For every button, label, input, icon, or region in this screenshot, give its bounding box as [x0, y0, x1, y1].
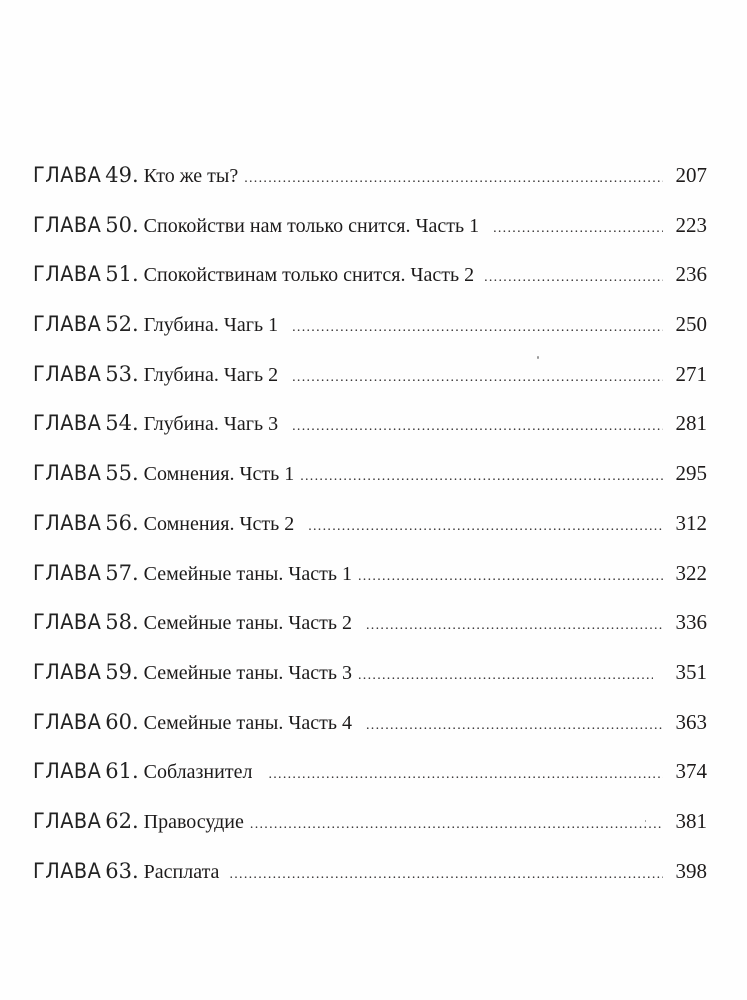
page-number: 398 [675, 858, 707, 883]
dot-leader [358, 569, 663, 585]
toc-entry [33, 809, 707, 859]
toc-entry [33, 759, 707, 809]
chapter-title: Семейные таны. Часть 4 [143, 711, 352, 734]
chapter-label: ГЛАВА [33, 312, 102, 337]
dot-leader [292, 370, 663, 386]
chapter-number: 54. [105, 411, 139, 436]
chapter-label: ГЛАВА [33, 759, 102, 784]
chapter-label: ГЛАВА [33, 560, 102, 585]
chapter-label: ГЛАВА [33, 411, 102, 436]
toc-entry [33, 411, 707, 461]
chapter-number: 58. [105, 610, 139, 635]
page-number: 312 [675, 510, 707, 535]
chapter-title: Соблазнител [143, 761, 253, 784]
toc-entry [33, 511, 707, 561]
dot-leader [292, 419, 663, 435]
page-number: 281 [675, 411, 707, 436]
dot-leader [358, 668, 653, 684]
chapter-label: ГЛАВА [33, 659, 102, 684]
page-number: 295 [675, 461, 707, 486]
chapter-title: Семейные таны. Часть 1 [143, 562, 352, 585]
chapter-number: 59. [105, 659, 139, 684]
chapter-title: Расплата [143, 860, 220, 883]
toc-entry [33, 163, 707, 213]
page-number: 363 [675, 709, 707, 734]
toc-entry [33, 461, 707, 511]
chapter-title: Сомнения. Чсть 2 [143, 512, 295, 535]
page-number: 374 [675, 759, 707, 784]
chapter-title: Кто же ты? [143, 165, 239, 187]
chapter-title: Глубина. Чагь 2 [143, 363, 279, 386]
chapter-title: Глубина. Чагь 3 [143, 413, 279, 436]
chapter-title: Правосудие [143, 810, 244, 833]
chapter-number: 50. [105, 212, 139, 237]
chapter-title: Сомнения. Чсть 1 [143, 463, 295, 486]
chapter-label: ГЛАВА [33, 461, 102, 486]
dot-leader [366, 718, 663, 734]
page-number: 223 [675, 212, 707, 237]
chapter-label: ГЛАВА [33, 858, 102, 883]
toc-entry [33, 660, 707, 710]
toc-entry [33, 312, 707, 362]
page-number: 207 [675, 163, 707, 187]
chapter-number: 63. [105, 858, 139, 883]
page-number: 351 [675, 659, 707, 684]
toc-entry [33, 262, 707, 312]
chapter-number: 56. [105, 510, 139, 535]
chapter-title: Спокойствинам только снится. Часть 2 [143, 264, 475, 287]
chapter-number: 61. [105, 759, 139, 784]
page-number: 381 [675, 808, 707, 833]
dot-leader [300, 469, 663, 485]
dot-leader [268, 767, 663, 783]
chapter-label: ГЛАВА [33, 510, 102, 535]
page-number: 236 [675, 262, 707, 287]
toc-entry [33, 859, 707, 909]
chapter-label: ГЛАВА [33, 212, 102, 237]
chapter-label: ГЛАВА [33, 808, 102, 833]
chapter-number: 60. [105, 709, 139, 734]
chapter-number: 57. [105, 560, 139, 585]
chapter-number: 52. [105, 312, 139, 337]
page-number: 250 [675, 312, 707, 337]
chapter-label: ГЛАВА [33, 262, 102, 287]
toc-entry [33, 561, 707, 611]
page-number: 336 [675, 610, 707, 635]
toc-entry [33, 710, 707, 760]
dot-leader [308, 519, 663, 535]
chapter-number: 49. [105, 163, 139, 187]
dot-leader [250, 817, 663, 833]
page-number: 271 [675, 361, 707, 386]
dot-leader [292, 320, 663, 336]
dot-leader [493, 221, 663, 237]
chapter-label: ГЛАВА [33, 610, 102, 635]
chapter-title: Спокойстви нам только снится. Часть 1 [143, 214, 480, 237]
chapter-title: Семейные таны. Часть 2 [143, 612, 352, 635]
chapter-label: ГЛАВА [33, 709, 102, 734]
chapter-number: 53. [105, 361, 139, 386]
toc-entry [33, 610, 707, 660]
chapter-label: ГЛАВА [33, 361, 102, 386]
chapter-title: Семейные таны. Часть 3 [143, 661, 352, 684]
chapter-number: 62. [105, 808, 139, 833]
chapter-title: Глубина. Чагь 1 [143, 314, 279, 337]
dot-leader [229, 867, 663, 883]
dot-leader [484, 270, 663, 286]
chapter-number: 55. [105, 461, 139, 486]
chapter-label: ГЛАВА [33, 163, 102, 187]
page-number: 322 [675, 560, 707, 585]
dot-leader [244, 171, 663, 187]
toc-entry [33, 213, 707, 263]
toc-entry [33, 362, 707, 412]
chapter-number: 51. [105, 262, 139, 287]
dot-leader [366, 618, 663, 634]
table-of-contents [33, 163, 707, 908]
